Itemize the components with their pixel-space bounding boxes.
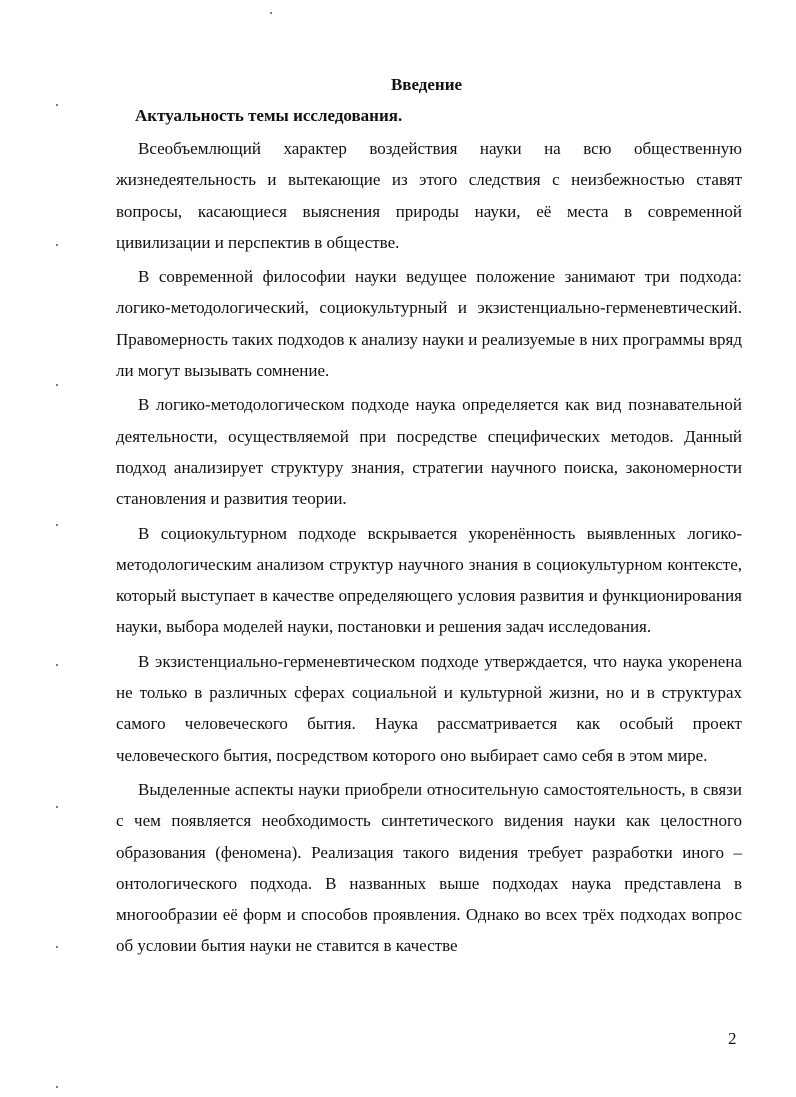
scan-speck — [56, 806, 58, 808]
paragraph: В логико-методологическом подходе наука определяется как вид познавательной деятельности, осуществляемой при посредстве специфических методов. Данный подход анализирует структуру знания, стратегии научного поиска, закономерности становления и развития теории. — [116, 395, 742, 509]
scan-speck — [56, 244, 58, 246]
scan-speck — [56, 1086, 58, 1088]
page-title: Введение — [390, 75, 463, 94]
scan-speck — [56, 384, 58, 386]
scan-speck — [56, 524, 58, 526]
paragraph: Всеобъемлющий характер воздействия науки на всю общественную жизнедеятельность и вытекающие из этого следствия с неизбежностью ставят вопросы, касающиеся выяснения природы науки, её места в современной цивилизации и перспектив в обществе. — [116, 139, 742, 252]
paragraph: Выделенные аспекты науки приобрели относительную самостоятельность, в связи с чем появляется необходимость синтетического видения науки как целостного образования (феномена). Реализация такого видения требует разработки иного – онтологического подхода. В названных выше подходах наука представлена в многообразии её форм и способов проявления. Однако во всех трёх подходах вопрос об условии бытия науки не ставится в качестве — [116, 779, 742, 956]
body-text — [116, 133, 742, 962]
paragraph: В экзистенциально-герменевтическом подходе утверждается, что наука укоренена не только в различных сферах социальной и культурной жизни, но и в структурах самого человеческого бытия. Наука рассматривается как особый проект человеческого бытия, посредством которого оно выбирает само себя в этом мире. — [116, 651, 742, 765]
scan-speck — [270, 12, 272, 14]
scan-speck — [56, 946, 58, 948]
scan-speck — [56, 104, 58, 106]
paragraph: В социокультурном подходе вскрывается укоренённость выявленных логико-методологическим анализом структур научного знания в социокультурном контексте, который выступает в качестве определяющего условия развития и функционирования науки, выбора моделей науки, постановки и решения задач исследования. — [116, 523, 742, 637]
paragraph: В современной философии науки ведущее положение занимают три подхода: логико-методологический, социокультурный и экзистенциально-герменевтический. Правомерность таких подходов к анализу науки и реализуемые в них программы вряд ли могут вызывать сомнение. — [116, 267, 742, 381]
section-heading: Актуальность темы исследования. — [135, 106, 403, 125]
page-number: 2 — [728, 1029, 737, 1048]
scan-speck — [56, 664, 58, 666]
